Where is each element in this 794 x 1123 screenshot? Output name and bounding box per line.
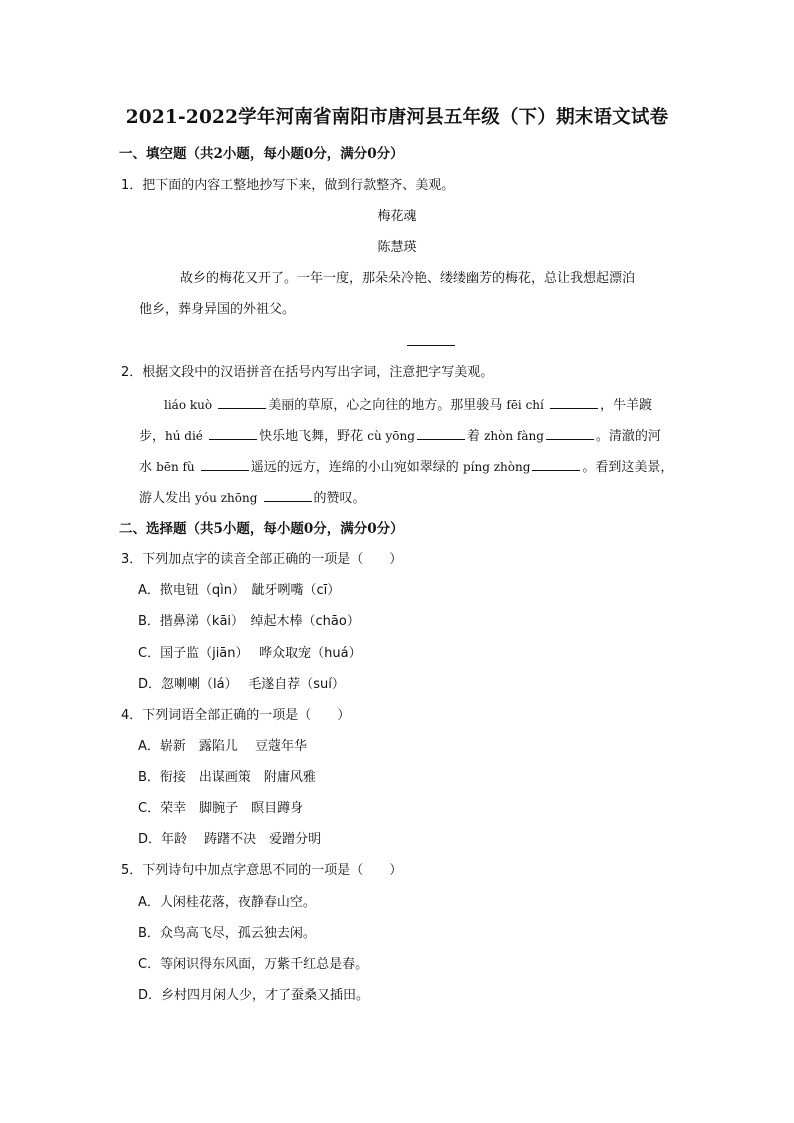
question-3-option-c[interactable]: C．国子监（jiān） 哗众取宠（huá） (138, 646, 362, 661)
section-heading-fill-in: 一、填空题（共2小题，每小题0分，满分0分） (119, 146, 404, 162)
copy-answer-line[interactable] (407, 345, 455, 346)
section-heading-choice: 二、选择题（共5小题，每小题0分，满分0分） (119, 521, 404, 537)
question-2-line-4 (139, 489, 366, 508)
answer-blank[interactable] (264, 489, 312, 502)
page-title: 2021-2022学年河南省南阳市唐河县五年级（下）期末语文试卷 (125, 107, 669, 128)
passage-text: 游人发出 (139, 491, 192, 506)
passage-text: 遥远的远方，连绵的小山宛如翠绿的 (250, 460, 459, 475)
passage-line-1: 故乡的梅花又开了。一年一度，那朵朵冷艳、缕缕幽芳的梅花，总让我想起漂泊 (180, 271, 636, 286)
pinyin: píng zhòng (462, 460, 531, 474)
answer-blank[interactable] (218, 396, 266, 409)
question-2-text: 2．根据文段中的汉语拼音在括号内写出字词，注意把字写美观。 (121, 365, 494, 380)
passage-text: 的赞叹。 (313, 491, 366, 506)
answer-blank[interactable] (209, 427, 257, 440)
passage-text: 水 (139, 460, 153, 475)
question-4-text: 4．下列词语全部正确的一项是（ ） (121, 708, 351, 723)
answer-blank[interactable] (417, 427, 465, 440)
pinyin: liáo kuò (164, 398, 213, 412)
poem-author: 陈慧瑛 (377, 240, 417, 255)
passage-text: 步， (139, 429, 166, 444)
passage-text: 美丽的草原，心之向往的地方。那里骏马 (268, 398, 503, 413)
passage-text: 。看到这美景， (582, 460, 674, 475)
question-5-text: 5．下列诗句中加点字意思不同的一项是（ ） (121, 863, 403, 878)
pinyin: bēn fù (156, 460, 195, 474)
question-2-line-2 (139, 427, 661, 446)
pinyin: yóu zhōng (195, 491, 258, 505)
passage-text: 快乐地飞舞，野花 (259, 429, 364, 444)
passage-text: 。清澈的河 (595, 429, 661, 444)
pinyin: hú dié (165, 429, 203, 443)
question-4-option-b[interactable]: B．衔接 出谋画策 附庸风雅 (138, 770, 316, 785)
passage-text: ，牛羊踱 (600, 398, 653, 413)
question-2-line-1 (164, 396, 652, 415)
passage-text: 着 (466, 429, 480, 444)
question-3-option-a[interactable]: A．揿电钮（qìn） 龇牙咧嘴（cī） (138, 583, 341, 598)
answer-blank[interactable] (532, 458, 580, 471)
question-5-option-c[interactable]: C．等闲识得东风面，万紫千红总是春。 (138, 957, 369, 972)
answer-blank[interactable] (201, 458, 249, 471)
answer-blank[interactable] (550, 396, 598, 409)
question-5-option-a[interactable]: A．人闲桂花落，夜静春山空。 (138, 895, 316, 910)
question-5-option-b[interactable]: B．众鸟高飞尽，孤云独去闲。 (138, 926, 316, 941)
answer-blank[interactable] (546, 427, 594, 440)
pinyin: fēi chí (506, 398, 544, 412)
passage-line-2: 他乡，葬身异国的外祖父。 (139, 302, 296, 317)
question-3-text: 3．下列加点字的读音全部正确的一项是（ ） (121, 552, 403, 567)
question-1-text: 1．把下面的内容工整地抄写下来，做到行款整齐、美观。 (121, 178, 455, 193)
question-4-option-c[interactable]: C．荣幸 脚腕子 瞑目蹲身 (138, 801, 304, 816)
pinyin: cù yōng (367, 429, 415, 443)
question-2-line-3 (139, 458, 673, 477)
pinyin: zhòn fàng (484, 429, 544, 443)
question-3-option-b[interactable]: B．揩鼻涕（kāi） 绰起木棒（chāo） (138, 614, 360, 629)
question-5-option-d[interactable]: D．乡村四月闲人少，才了蚕桑又插田。 (138, 988, 370, 1003)
question-4-option-a[interactable]: A．崭新 露陷儿 豆蔻年华 (138, 739, 308, 754)
poem-title: 梅花魂 (377, 209, 417, 224)
question-4-option-d[interactable]: D．年龄 踌躇不决 爱蹭分明 (138, 832, 322, 847)
question-3-option-d[interactable]: D．忽喇喇（lá） 毛遂自荐（suí） (138, 677, 345, 692)
